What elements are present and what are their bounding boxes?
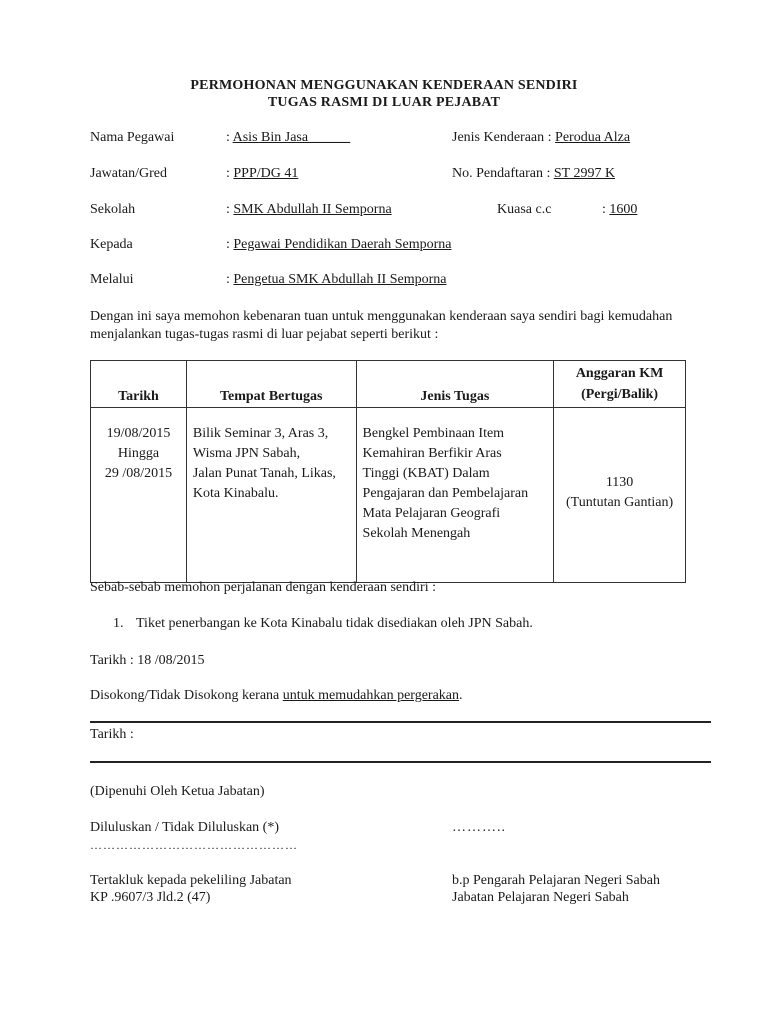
tugas-line: Kemahiran Berfikir Aras [362, 446, 502, 461]
daftar-label: No. Pendaftaran : [452, 166, 554, 181]
tugas-line: Bengkel Pembinaan Item [362, 426, 505, 441]
nama-field [226, 130, 350, 146]
ketua-note: (Dipenuhi Oleh Ketua Jabatan) [90, 784, 265, 799]
tarikh-applicant: Tarikh : 18 /08/2015 [90, 653, 205, 668]
sekolah-field [226, 202, 392, 218]
jenis-label: Jenis Kenderaan : [452, 130, 556, 145]
kepada-label: Kepada [90, 237, 133, 252]
table-row [91, 408, 686, 583]
nama-value: Asis Bin Jasa______ [232, 130, 351, 145]
header-anggaran-km [554, 361, 686, 408]
tugas-line: Mata Pelajaran Geografi [362, 506, 501, 521]
km-line: 1130 [605, 475, 634, 490]
footer-right-line-1: b.p Pengarah Pelajaran Negeri Sabah [452, 873, 660, 888]
approval-dots-short: ……….. [452, 820, 506, 835]
daftar-value: ST 2997 K [553, 166, 616, 181]
reason-item-number: 1. [113, 616, 124, 631]
sokongan-reason: untuk memudahkan pergerakan [282, 688, 460, 703]
form-title-line-1: PERMOHONAN MENGGUNAKAN KENDERAAN SENDIRI [190, 78, 578, 93]
separator-line-2 [90, 761, 711, 763]
jenis-field [452, 130, 630, 146]
reason-item-text: Tiket penerbangan ke Kota Kinabalu tidak disediakan oleh JPN Sabah. [136, 616, 533, 631]
kepada-field [226, 237, 452, 253]
footer-left-line-2: KP .9607/3 Jld.2 (47) [90, 890, 211, 905]
tarikh-line: Hingga [117, 446, 160, 461]
cell-jenis-tugas [356, 408, 554, 583]
header-km-line-2: (Pergi/Balik) [581, 387, 659, 402]
jenis-value: Perodua Alza [555, 130, 631, 145]
approval-dots-long: ………………………………………… [90, 838, 298, 852]
intro-paragraph: Dengan ini saya memohon kebenaran tuan untuk menggunakan kenderaan saya sendiri bagi kemudahan menjalankan tugas-tugas rasmi di luar pejabat seperti berikut : [90, 309, 673, 342]
sokongan-prefix: Disokong/Tidak Disokong kerana [90, 688, 283, 703]
sekolah-value: SMK Abdullah II Semporna [233, 202, 392, 217]
melalui-label: Melalui [90, 272, 134, 287]
kuasa-label: Kuasa c.c [497, 202, 552, 217]
jawatan-field [226, 166, 298, 182]
cell-tarikh [91, 408, 187, 583]
sekolah-label: Sekolah [90, 202, 136, 217]
approval-text: Diluluskan / Tidak Diluluskan (*) [90, 820, 280, 835]
tempat-line: Jalan Punat Tanah, Likas, [192, 466, 336, 481]
km-line: (Tuntutan Gantian) [565, 495, 674, 510]
separator-line-1 [90, 721, 711, 723]
table-header-row [91, 361, 686, 408]
kuasa-colon: : [602, 202, 610, 217]
melalui-colon: : [226, 272, 234, 287]
header-tarikh: Tarikh [91, 361, 187, 408]
form-title-line-2: TUGAS RASMI DI LUAR PEJABAT [267, 95, 501, 110]
footer-left-line-1: Tertakluk kepada pekeliling Jabatan [90, 873, 292, 888]
cell-anggaran-km [554, 408, 686, 583]
tempat-line: Kota Kinabalu. [192, 486, 279, 501]
tarikh-support: Tarikh : [90, 727, 134, 742]
tarikh-line: 19/08/2015 [106, 426, 171, 441]
jawatan-colon: : [226, 166, 234, 181]
reasons-heading: Sebab-sebab memohon perjalanan dengan kenderaan sendiri : [90, 580, 436, 595]
jawatan-label: Jawatan/Gred [90, 166, 167, 181]
jawatan-value: PPP/DG 41 [233, 166, 299, 181]
kepada-value: Pegawai Pendidikan Daerah Semporna [233, 237, 452, 252]
tarikh-line: 29 /08/2015 [104, 466, 173, 481]
sekolah-colon: : [226, 202, 234, 217]
tempat-line: Bilik Seminar 3, Aras 3, [192, 426, 329, 441]
sokongan-line [90, 688, 463, 704]
tugas-line: Pengajaran dan Pembelajaran [362, 486, 529, 501]
kepada-colon: : [226, 237, 234, 252]
tugas-line: Tinggi (KBAT) Dalam [362, 466, 490, 481]
daftar-field [452, 166, 615, 182]
header-km-line-1: Anggaran KM [575, 366, 664, 381]
header-jenis-tugas: Jenis Tugas [356, 361, 554, 408]
tugas-line: Sekolah Menengah [362, 526, 471, 541]
sokongan-suffix: . [459, 688, 463, 703]
melalui-field [226, 272, 446, 288]
nama-label: Nama Pegawai [90, 130, 175, 145]
kuasa-value: 1600 [609, 202, 638, 217]
footer-right-line-2: Jabatan Pelajaran Negeri Sabah [452, 890, 629, 905]
melalui-value: Pengetua SMK Abdullah II Semporna [233, 272, 447, 287]
header-tempat: Tempat Bertugas [186, 361, 356, 408]
kuasa-field [602, 202, 637, 218]
cell-tempat [186, 408, 356, 583]
tugas-table [90, 360, 686, 583]
nama-colon: : [226, 130, 233, 145]
tempat-line: Wisma JPN Sabah, [192, 446, 301, 461]
